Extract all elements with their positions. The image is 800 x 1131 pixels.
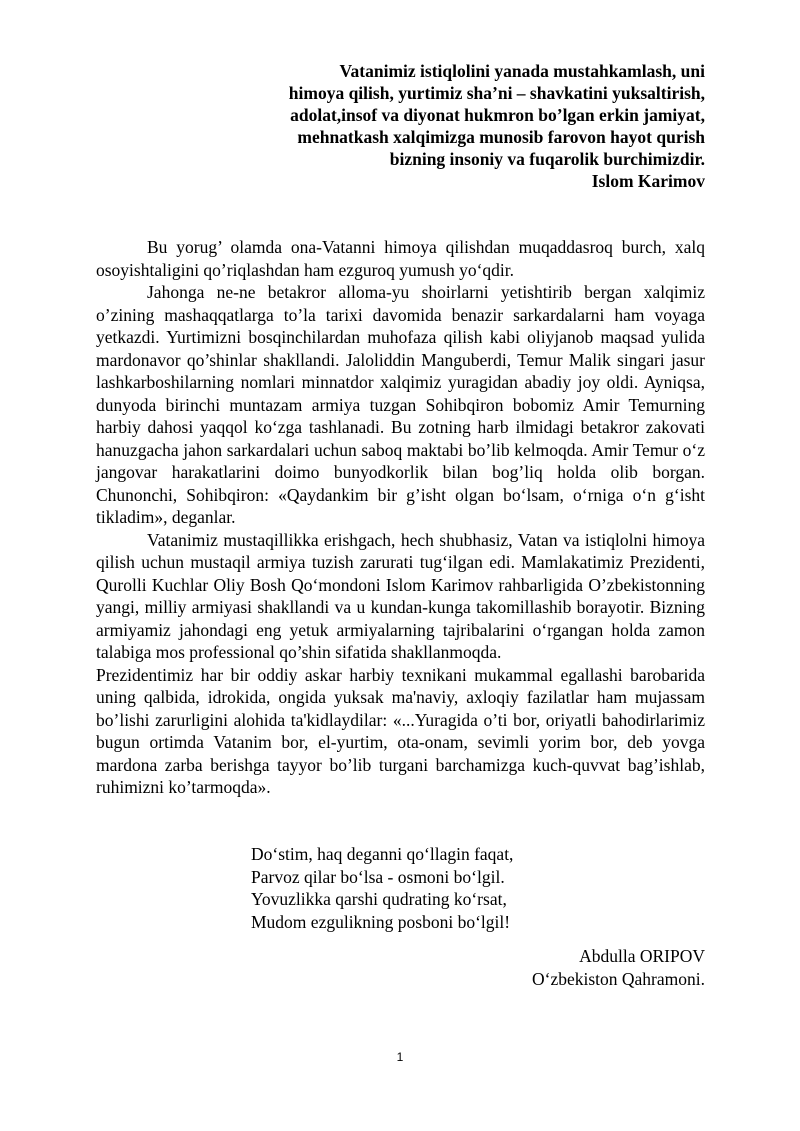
page-number: 1 — [396, 1050, 404, 1064]
epigraph-line: adolat,insof va diyonat hukmron bo’lgan erkin jamiyat, — [290, 105, 705, 125]
epigraph-line: himoya qilish, yurtimiz sha’ni – shavkatini yuksaltirish, — [288, 83, 705, 103]
body-text — [96, 236, 705, 799]
signature — [400, 945, 705, 991]
poem — [251, 843, 571, 933]
paragraph: Prezidentimiz har bir oddiy askar harbiy texnikani mukammal egallashi barobarida uning qalbida, idrokida, ongida yuksak ma'naviy, axloqiy fazilatlar ham mujassam bo’lishi zarurligini alohida ta'kidlaydilar: «...Yuragida o’ti bor, oriyatli bahodirlarimiz bugun ortimda Vatanim bor, el-yurtim, ota-onam, sevimli yorim bor, deb yovga mardona zarba berishga tayyor bo’lib turgani barchamizga kuch-quvvat bag’ishlab, ruhimizni ko’tarmoqda». — [96, 664, 705, 797]
epigraph-line: mehnatkash xalqimizga munosib farovon hayot qurish — [297, 127, 705, 147]
paragraph: Vatanimiz mustaqillikka erishgach, hech shubhasiz, Vatan va istiqlolni himoya qilish uchun mustaqil armiya tuzish zarurati tug‘ilgan edi. Mamlakatimiz Prezidenti, Qurolli Kuchlar Oliy Bosh Qo‘mondoni Islom Karimov rahbarligida O’zbekistonning yangi, milliy armiyasi shakllandi va u kundan-kunga takomillashib borayotir. Bizning armiyamiz jahondagi eng yetuk armiyalarning tajribalarini o‘rgangan holda zamon talabiga mos professional qo’shin sifatida shakllanmoqda. — [96, 529, 705, 662]
paragraph: Jahonga ne-ne betakror alloma-yu shoirlarni yetishtirib bergan xalqimiz o’zining mashaqqatlarga to’la tarixi davomida benazir sarkardalarni ham voyaga yetkazdi. Yurtimizni bosqinchilardan muhofaza qilish kabi oliyjanob maqsad yulida mardonavor qo’shinlar shakllandi. Jaloliddin Manguberdi, Temur Malik singari jasur lashkarboshilarning nomlari minnatdor xalqimiz yuragidan abadiy joy oldi. Ayniqsa, dunyoda birinchi muntazam armiya tuzgan Sohibqiron bobomiz Amir Temurning harbiy dahosi yaqqol ko‘zga tashlanadi. Bu zotning harb ilmidagi betakror zakovati hanuzgacha jahon sarkardalari uchun saboq maktabi bo’lib kelmoqda. Amir Temur o‘z jangovar harakatlarini doimo bunyodkorlik bilan bog’liq holda olib borgan. Chunonchi, Sohibqiron: «Qaydankim bir g’isht olgan bo‘lsam, o‘rniga o‘n g‘isht tikladim», deganlar. — [96, 282, 705, 527]
poem-line: Yovuzlikka qarshi qudrating ko‘rsat, — [251, 889, 507, 909]
paragraph: Bu yorug’ olamda ona-Vatanni himoya qilishdan muqaddasroq burch, xalq osoyishtaligini qo’riqlashdan ham ezguroq yumush yo‘qdir. — [96, 237, 705, 280]
epigraph — [200, 60, 705, 192]
epigraph-line: Vatanimiz istiqlolini yanada mustahkamlash, uni — [339, 61, 705, 81]
poem-line: Do‘stim, haq deganni qo‘llagin faqat, — [251, 844, 514, 864]
poem-line: Mudom ezgulikning posboni bo‘lgil! — [251, 911, 511, 932]
signature-name: Abdulla ORIPOV — [579, 946, 705, 966]
poem-line: Parvoz qilar bo‘lsa - osmoni bo‘lgil. — [251, 866, 505, 887]
signature-title: O‘zbekiston Qahramoni. — [531, 969, 705, 989]
epigraph-line: bizning insoniy va fuqarolik burchimizdir. — [389, 149, 705, 169]
epigraph-author: Islom Karimov — [591, 171, 705, 191]
